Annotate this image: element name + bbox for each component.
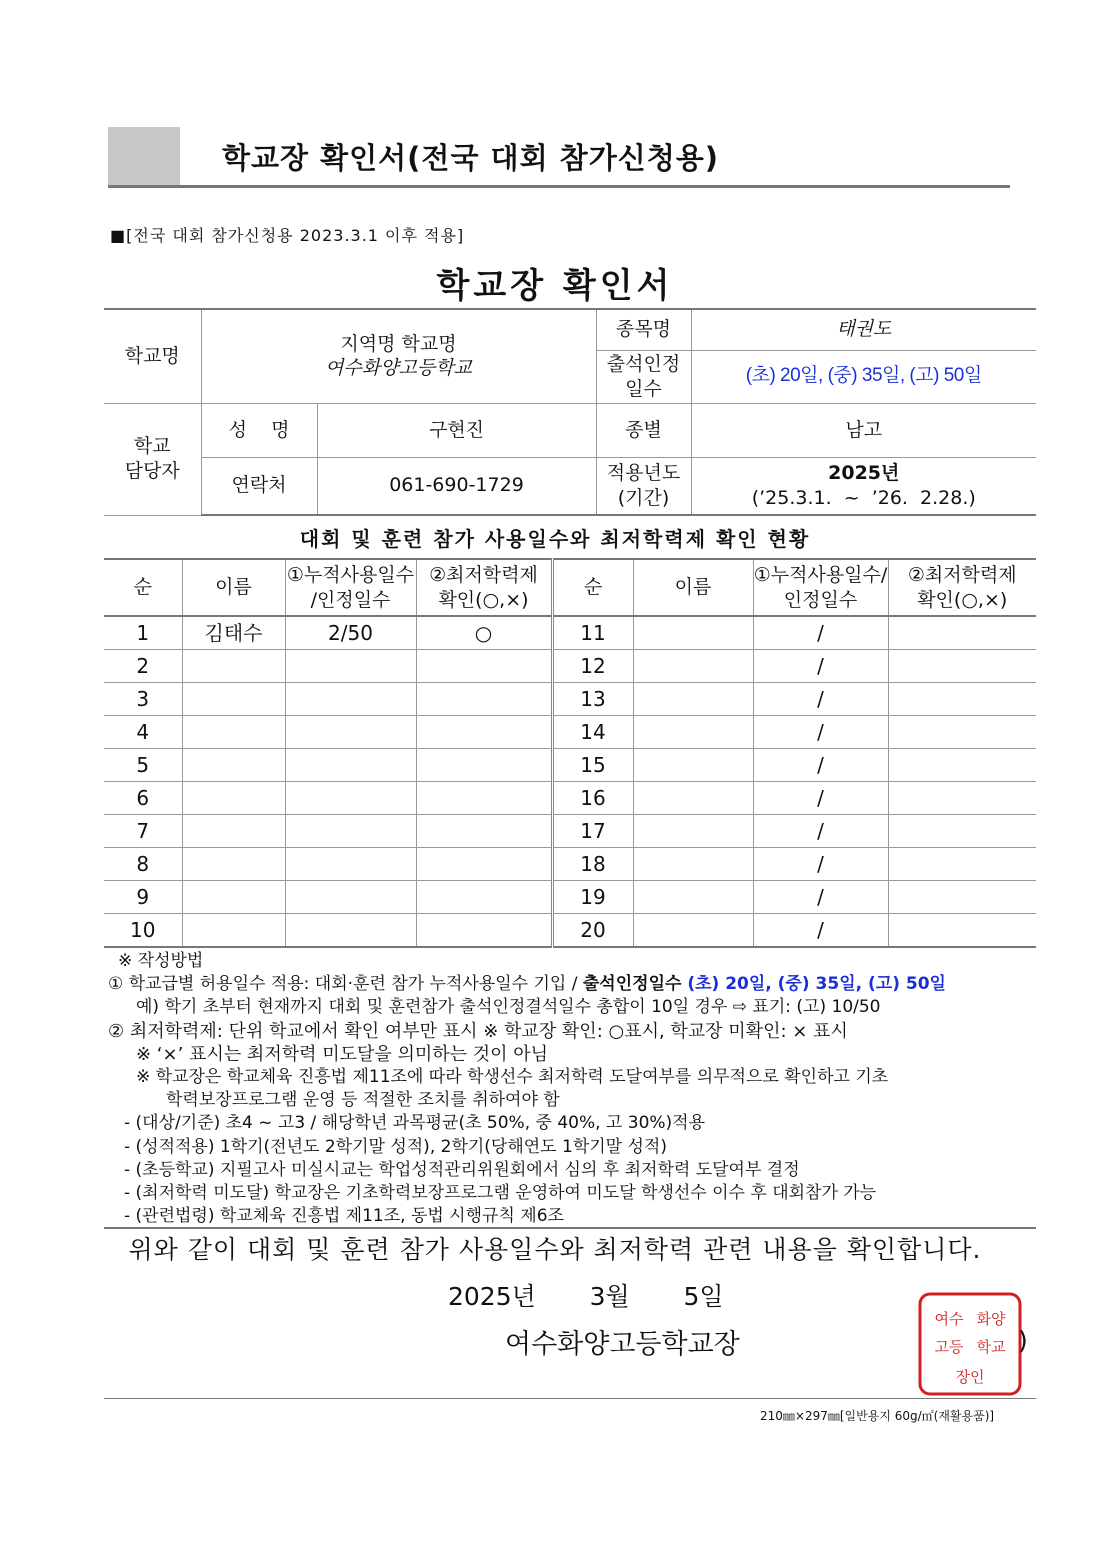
col-check-line1: ②최저학력제 <box>429 563 538 586</box>
row-name <box>182 749 285 782</box>
note-2-b2: 학력보장프로그램 운영 등 적절한 조치를 취하여야 함 <box>166 1090 560 1111</box>
contact-label: 연락처 <box>201 457 317 515</box>
note-2: ② 최저학력제: 단위 학교에서 확인 여부만 표시 ※ 학교장 확인: ○표시, 학교장 미확인: × 표시 <box>108 1020 848 1042</box>
row-days <box>285 881 416 914</box>
year-value: 2025년 <box>828 462 900 485</box>
row-name-2 <box>633 650 753 683</box>
row-check-2 <box>888 650 1036 683</box>
seal-char: 여수 <box>934 1310 964 1328</box>
col-no: 순 <box>104 559 182 616</box>
row-no-2: 14 <box>552 716 633 749</box>
col-days <box>285 559 416 616</box>
row-name-2 <box>633 782 753 815</box>
row-check-2 <box>888 914 1036 948</box>
year-label-line1: 적용년도 <box>606 462 681 485</box>
header-title: 학교장 확인서(전국 대회 참가신청용) <box>222 141 720 175</box>
row-name <box>182 848 285 881</box>
detail-2: - (성적적용) 1학기(전년도 2학기말 성적), 2학기(당해연도 1학기말 성적) <box>124 1136 667 1157</box>
days-label <box>596 350 691 403</box>
col-check-2-line2: 확인(○,×) <box>917 588 1008 611</box>
year-label-line2: (기간) <box>617 486 670 509</box>
participant-table <box>104 558 1036 948</box>
table-row <box>104 848 1036 881</box>
row-check-2 <box>888 749 1036 782</box>
row-days-2: / <box>753 815 888 848</box>
status-title: 대회 및 훈련 참가 사용일수와 최저학력제 확인 현황 <box>299 527 811 551</box>
note-1-example: 예) 학기 초부터 현재까지 대회 및 훈련참가 출석인정결석일수 총합이 10일 경우 ⇨ 표기: (고) 10/50 <box>136 997 881 1018</box>
row-check <box>416 815 552 848</box>
table-row <box>104 683 1036 716</box>
row-no: 7 <box>104 815 182 848</box>
note-1-text: ① 학교급별 허용일수 적용: 대회·훈련 참가 누적사용일수 기입 / <box>108 974 583 995</box>
row-days <box>285 683 416 716</box>
row-no: 9 <box>104 881 182 914</box>
row-name <box>182 716 285 749</box>
row-days-2: / <box>753 881 888 914</box>
table-row <box>104 815 1036 848</box>
contact-value: 061-690-1729 <box>317 457 596 515</box>
seal-char: 학교 <box>976 1338 1006 1356</box>
col-check-line2: 확인(○,×) <box>438 588 529 611</box>
row-days-2: / <box>753 848 888 881</box>
category-value: 남고 <box>691 403 1036 457</box>
row-check-2 <box>888 881 1036 914</box>
row-name-2 <box>633 716 753 749</box>
row-name-2 <box>633 848 753 881</box>
row-check-2 <box>888 683 1036 716</box>
principal-signature-line: 여수화양고등학교장 <box>505 1329 740 1360</box>
sport-label: 종목명 <box>596 309 691 350</box>
row-no: 3 <box>104 683 182 716</box>
writing-guide <box>108 950 1038 1228</box>
note-1-bold: 출석인정일수 <box>582 974 688 995</box>
school-label: 학교명 <box>104 309 201 403</box>
row-no-2: 13 <box>552 683 633 716</box>
row-no-2: 19 <box>552 881 633 914</box>
row-days <box>285 782 416 815</box>
table-row <box>104 914 1036 948</box>
row-check-2 <box>888 782 1036 815</box>
row-no-2: 15 <box>552 749 633 782</box>
row-days <box>285 914 416 948</box>
row-no-2: 12 <box>552 650 633 683</box>
table-row <box>104 616 1036 650</box>
row-check <box>416 683 552 716</box>
manager-name: 구현진 <box>317 403 596 457</box>
notes-heading: ※ 작성방법 <box>118 951 204 971</box>
year-label <box>596 457 691 515</box>
row-no: 5 <box>104 749 182 782</box>
row-check <box>416 881 552 914</box>
row-check <box>416 749 552 782</box>
region-school-label: 지역명 학교명 <box>340 332 457 355</box>
row-name: 김태수 <box>182 616 285 650</box>
row-days <box>285 848 416 881</box>
name-label: 성 명 <box>201 403 317 457</box>
note-1 <box>108 973 1038 996</box>
detail-5: - (관련법령) 학교체육 진흥법 제11조, 동법 시행규칙 제6조 <box>124 1206 564 1227</box>
sport-value: 태권도 <box>691 309 1036 350</box>
row-no-2: 17 <box>552 815 633 848</box>
col-days-line1: ①누적사용일수 <box>286 563 415 586</box>
col-check <box>416 559 552 616</box>
col-days-line2: /인정일수 <box>310 588 391 611</box>
row-no-2: 11 <box>552 616 633 650</box>
row-name-2 <box>633 683 753 716</box>
row-name-2 <box>633 914 753 948</box>
bottom-rule <box>104 1398 1036 1399</box>
col-days-2-line1: ①누적사용일수/ <box>753 563 888 586</box>
days-value: (초) 20일, (중) 35일, (고) 50일 <box>691 350 1036 403</box>
confirm-statement: 위와 같이 대회 및 훈련 참가 사용일수와 최저학력 관련 내용을 확인합니다. <box>128 1235 982 1264</box>
row-check <box>416 782 552 815</box>
row-check-2 <box>888 815 1036 848</box>
row-name-2 <box>633 749 753 782</box>
table-row <box>104 650 1036 683</box>
row-check <box>416 914 552 948</box>
row-days-2: / <box>753 650 888 683</box>
col-name: 이름 <box>182 559 285 616</box>
row-name <box>182 815 285 848</box>
signature-close-paren: ) <box>1018 1326 1028 1355</box>
row-name <box>182 881 285 914</box>
school-info-table <box>104 308 1036 516</box>
seal-char: 화양 <box>976 1310 1006 1328</box>
row-days <box>285 749 416 782</box>
row-name <box>182 650 285 683</box>
table-row <box>104 716 1036 749</box>
row-days-2: / <box>753 782 888 815</box>
year-cell <box>691 457 1036 515</box>
row-no-2: 18 <box>552 848 633 881</box>
detail-4: - (최저학력 미도달) 학교장은 기초학력보장프로그램 운영하여 미도달 학생선수 이수 후 대회참가 가능 <box>124 1183 877 1204</box>
issue-date: 2025년 3월 5일 <box>448 1282 724 1311</box>
row-no: 2 <box>104 650 182 683</box>
row-name-2 <box>633 881 753 914</box>
row-name <box>182 782 285 815</box>
manager-label <box>104 403 201 515</box>
row-name-2 <box>633 815 753 848</box>
table-row <box>104 782 1036 815</box>
row-check <box>416 716 552 749</box>
row-check-2 <box>888 616 1036 650</box>
note-1-blue: (초) 20일, (중) 35일, (고) 50일 <box>687 974 946 995</box>
detail-3: - (초등학교) 지필고사 미실시교는 학업성적관리위원회에서 심의 후 최저학력 도달여부 결정 <box>124 1159 800 1180</box>
row-check: ○ <box>416 616 552 650</box>
school-name: 여수화양고등학교 <box>325 357 472 380</box>
principal-seal-icon <box>916 1290 1024 1398</box>
row-days <box>285 716 416 749</box>
row-name-2 <box>633 616 753 650</box>
apply-note: ■[전국 대회 참가신청용 2023.3.1 이후 적용] <box>110 226 465 245</box>
table-row <box>104 881 1036 914</box>
row-no-2: 16 <box>552 782 633 815</box>
days-label-line2: 일수 <box>625 377 662 400</box>
paper-spec: 210㎜×297㎜[일반용지 60g/㎡(재활용품)] <box>760 1409 995 1423</box>
row-days <box>285 650 416 683</box>
row-check <box>416 650 552 683</box>
row-days-2: / <box>753 683 888 716</box>
row-days: 2/50 <box>285 616 416 650</box>
period-value: (’25.3.1. ~ ’26. 2.28.) <box>751 486 976 509</box>
manager-label-line2: 담당자 <box>124 460 180 482</box>
col-days-2-line2: 인정일수 <box>783 588 858 611</box>
seal-char: 장인 <box>955 1368 985 1386</box>
row-days-2: / <box>753 616 888 650</box>
row-name <box>182 914 285 948</box>
note-2-b1: ※ 학교장은 학교체육 진흥법 제11조에 따라 학생선수 최저학력 도달여부를 의무적으로 확인하고 기초 <box>136 1067 889 1088</box>
col-check-2-line1: ②최저학력제 <box>907 563 1017 586</box>
row-days-2: / <box>753 716 888 749</box>
row-days-2: / <box>753 914 888 948</box>
col-days-2 <box>753 559 888 616</box>
detail-1: - (대상/기준) 초4 ~ 고3 / 해당학년 과목평균(초 50%, 중 40%, 고 30%)적용 <box>124 1113 706 1134</box>
col-no-2: 순 <box>552 559 633 616</box>
row-days <box>285 815 416 848</box>
table-row <box>104 749 1036 782</box>
row-no: 6 <box>104 782 182 815</box>
days-label-line1: 출석인정 <box>606 352 681 375</box>
row-days-2: / <box>753 749 888 782</box>
doc-title: 학교장 확인서 <box>436 266 674 306</box>
row-no: 4 <box>104 716 182 749</box>
row-check-2 <box>888 848 1036 881</box>
row-name <box>182 683 285 716</box>
notes-rule <box>104 1227 1036 1229</box>
category-label: 종별 <box>596 403 691 457</box>
row-no: 10 <box>104 914 182 948</box>
header-gray-block <box>108 127 180 186</box>
row-no: 1 <box>104 616 182 650</box>
seal-char: 고등 <box>934 1338 964 1356</box>
school-cell <box>201 309 596 403</box>
col-name-2: 이름 <box>633 559 753 616</box>
row-no-2: 20 <box>552 914 633 948</box>
row-no: 8 <box>104 848 182 881</box>
header-rule <box>108 185 1010 188</box>
row-check <box>416 848 552 881</box>
col-check-2 <box>888 559 1036 616</box>
manager-label-line1: 학교 <box>133 435 171 458</box>
note-2-a: ※ ‘×’ 표시는 최저학력 미도달을 의미하는 것이 아님 <box>136 1043 549 1065</box>
row-check-2 <box>888 716 1036 749</box>
